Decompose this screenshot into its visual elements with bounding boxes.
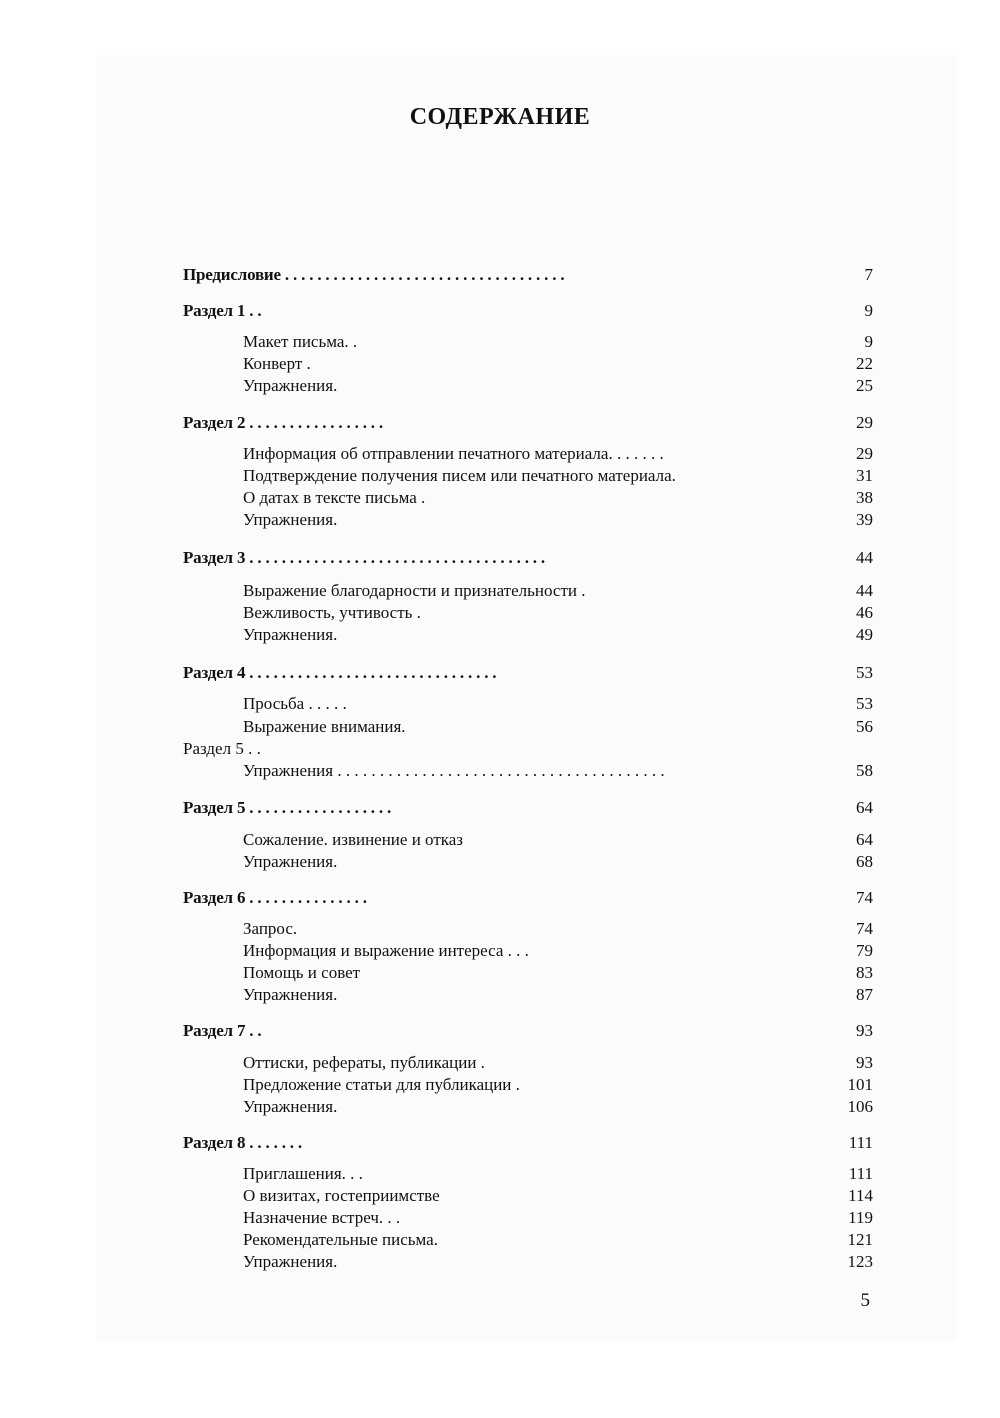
toc-section <box>183 547 873 569</box>
toc-page-number: 87 <box>856 985 873 1004</box>
toc-entry-title: Упражнения. <box>243 376 338 395</box>
toc-page-number: 123 <box>847 1252 873 1271</box>
toc-entry-title: Информация об отправлении печатного материала. . . . . . . <box>243 444 664 463</box>
toc-page-number: 58 <box>856 761 873 780</box>
toc-entry <box>183 443 873 465</box>
toc-entry <box>183 1207 873 1229</box>
toc-entry <box>183 1052 873 1074</box>
toc-entry <box>183 465 873 487</box>
toc-page-number: 53 <box>856 663 873 682</box>
toc-entry-title: Упражнения. <box>243 985 338 1004</box>
toc-section <box>183 412 873 434</box>
toc-entry-title: О датах в тексте письма . <box>243 488 426 507</box>
toc-entry-title: Рекомендательные письма. <box>243 1230 438 1249</box>
toc-page-number: 106 <box>847 1097 873 1116</box>
toc-entry-title: Конверт . <box>243 354 311 373</box>
toc-entry <box>183 1229 873 1251</box>
toc-page-number: 111 <box>848 1133 873 1152</box>
toc-entry <box>183 716 873 738</box>
toc-section-title: Раздел 5 . . <box>183 739 261 758</box>
toc-section-title: Раздел 3 . . . . . . . . . . . . . . . . . . . . . . . . . . . . . . . . . . . . . <box>183 548 545 567</box>
toc-page-number: 9 <box>864 332 873 351</box>
toc-entry-title: Предложение статьи для публикации . <box>243 1075 520 1094</box>
toc-entry-title: Подтверждение получения писем или печатного материала. <box>243 466 676 485</box>
toc-page-number: 56 <box>856 717 873 736</box>
toc-section <box>183 300 873 322</box>
toc-section <box>183 1020 873 1042</box>
toc-page-number: 101 <box>847 1075 873 1094</box>
toc-entry <box>183 331 873 353</box>
toc-page-number: 114 <box>848 1186 873 1205</box>
toc-section-title: Раздел 8 . . . . . . . <box>183 1133 302 1152</box>
toc-entry <box>183 940 873 962</box>
toc-section <box>183 662 873 684</box>
toc-page-number: 9 <box>864 301 873 320</box>
toc-page-number: 68 <box>856 852 873 871</box>
toc-entry <box>183 1096 873 1118</box>
toc-entry-title: Упражнения. <box>243 852 338 871</box>
toc-page-number: 7 <box>864 265 873 284</box>
toc-entry-title: Помощь и совет <box>243 963 361 982</box>
toc-entry <box>183 1074 873 1096</box>
page-number: 5 <box>860 1290 870 1311</box>
toc-entry-title: Выражение внимания. <box>243 717 406 736</box>
toc-page-number: 79 <box>856 941 873 960</box>
toc-entry-title: Упражнения. <box>243 1097 338 1116</box>
toc-page-number: 25 <box>856 376 873 395</box>
toc-section <box>183 738 873 760</box>
toc-page-number: 64 <box>856 798 873 817</box>
toc-entry <box>183 693 873 715</box>
toc-entry <box>183 1163 873 1185</box>
toc-entry-title: Оттиски, рефераты, публикации . <box>243 1053 485 1072</box>
toc-entry <box>183 375 873 397</box>
toc-page-number: 44 <box>856 548 873 567</box>
toc-entry-title: Упражнения. <box>243 510 338 529</box>
toc-page-number: 93 <box>856 1053 873 1072</box>
toc-entry <box>183 962 873 984</box>
toc-page-number: 49 <box>856 625 873 644</box>
toc-entry <box>183 851 873 873</box>
toc-entry-title: Вежливость, учтивость . <box>243 603 421 622</box>
toc-entry-title: Макет письма. . <box>243 332 358 351</box>
toc-entry-title: Упражнения. <box>243 625 338 644</box>
toc-section-title: Раздел 1 . . <box>183 301 262 320</box>
toc-entry-title: Сожаление. извинение и отказ <box>243 830 464 849</box>
toc-entry-title: О визитах, гостеприимстве <box>243 1186 440 1205</box>
toc-entry-title: Запрос. <box>243 919 298 938</box>
toc-page-number: 39 <box>856 510 873 529</box>
toc-entry-title: Выражение благодарности и признательности . <box>243 581 586 600</box>
toc-entry <box>183 487 873 509</box>
toc-section <box>183 264 873 286</box>
toc-page-number: 74 <box>856 888 873 907</box>
toc-page-number: 46 <box>856 603 873 622</box>
toc-page-number: 93 <box>856 1021 873 1040</box>
toc-section <box>183 887 873 909</box>
toc-page-number: 111 <box>848 1164 873 1183</box>
toc-page-number: 44 <box>856 581 873 600</box>
toc-entry <box>183 1251 873 1273</box>
toc-entry <box>183 760 873 782</box>
toc-section <box>183 797 873 819</box>
toc-page-number: 74 <box>856 919 873 938</box>
toc-page-number: 31 <box>856 466 873 485</box>
toc-page-number: 53 <box>856 694 873 713</box>
toc-entry-title: Назначение встреч. . . <box>243 1208 401 1227</box>
toc-entry-title: Упражнения. <box>243 1252 338 1271</box>
toc-page-number: 64 <box>856 830 873 849</box>
toc-page-number: 29 <box>856 444 873 463</box>
toc-entry-title: Приглашения. . . <box>243 1164 363 1183</box>
toc-page-number: 83 <box>856 963 873 982</box>
toc-entry <box>183 984 873 1006</box>
page-title: СОДЕРЖАНИЕ <box>409 104 591 130</box>
toc-entry <box>183 353 873 375</box>
toc-entry <box>183 580 873 602</box>
toc-section-title: Раздел 4 . . . . . . . . . . . . . . . . . . . . . . . . . . . . . . . <box>183 663 497 682</box>
toc-page-number: 119 <box>848 1208 873 1227</box>
toc-section-title: Раздел 2 . . . . . . . . . . . . . . . . . <box>183 413 383 432</box>
toc-section-title: Раздел 6 . . . . . . . . . . . . . . . <box>183 888 367 907</box>
toc-entry <box>183 602 873 624</box>
toc-section-title: Раздел 5 . . . . . . . . . . . . . . . . . . <box>183 798 392 817</box>
toc-entry-title: Просьба . . . . . <box>243 694 347 713</box>
toc-section <box>183 1132 873 1154</box>
toc-entry <box>183 1185 873 1207</box>
toc-page-number: 22 <box>856 354 873 373</box>
toc-page-number: 121 <box>847 1230 873 1249</box>
toc-entry <box>183 829 873 851</box>
toc-section-title: Предисловие . . . . . . . . . . . . . . . . . . . . . . . . . . . . . . . . . . . <box>183 265 565 284</box>
toc-entry <box>183 509 873 531</box>
toc-entry-title: Информация и выражение интереса . . . <box>243 941 529 960</box>
toc-page-number: 38 <box>856 488 873 507</box>
toc-section-title: Раздел 7 . . <box>183 1021 262 1040</box>
toc-entry <box>183 624 873 646</box>
toc-page-number: 29 <box>856 413 873 432</box>
toc-entry-title: Упражнения . . . . . . . . . . . . . . . . . . . . . . . . . . . . . . . . . . . . . . . <box>243 761 665 780</box>
toc-entry <box>183 918 873 940</box>
